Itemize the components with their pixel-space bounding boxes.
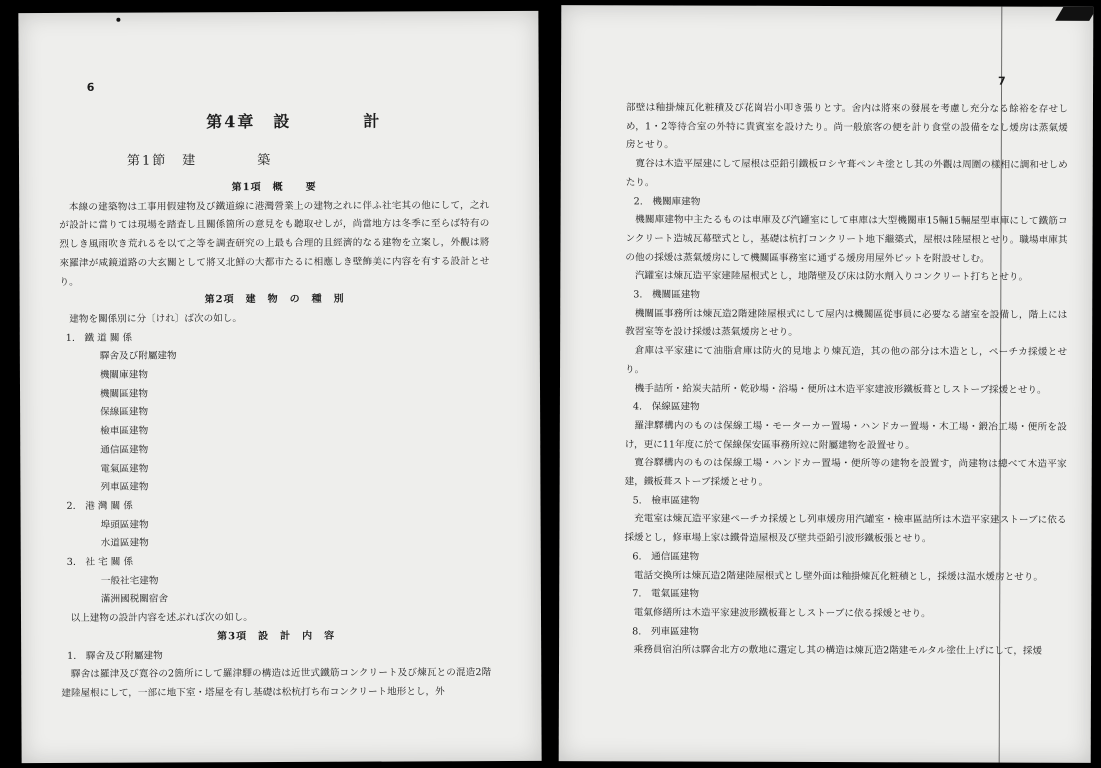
chapter-title: 第4章 設 計 <box>206 111 382 132</box>
body-paragraph: 電氣修繕所は木造平家建波形鐵板葺としストーブに依る採煖とせり。 <box>633 607 931 620</box>
body-paragraph: 倉庫は平家建にて油脂倉庫は防火的見地より煉瓦造，其の他の部分は木造とし，ペーチカ採煖とせり。 <box>625 345 1068 376</box>
body-paragraph: 機手詰所・給炭夫詰所・乾砂場・浴場・便所は木造平家建波形鐵板葺としストーブ採煖とせり。 <box>634 382 1047 396</box>
body-paragraph: 充電室は煉瓦造平家建ペーチカ採煖とし列車煖房用汽罐室・檢車區詰所は木造平家建ストーブに依る採煖とし，修車場上家は鐵骨造屋根及び壁共亞鉛引波形鐵板張とせり。 <box>624 513 1067 545</box>
page-number-right: 7 <box>998 74 1006 88</box>
scan-speck <box>116 18 120 22</box>
item-heading: 4. 保線區建物 <box>632 401 700 413</box>
group-label: 3. 社 宅 關 係 <box>66 556 134 568</box>
right-page <box>559 5 1094 763</box>
item-heading: 7. 電氣區建物 <box>632 588 700 600</box>
item-heading: 5. 檢車區建物 <box>632 495 700 507</box>
list-item: 滿洲國税關宿舍 <box>100 593 169 606</box>
group-label: 2. 港 灣 關 係 <box>66 500 133 512</box>
design-heading-1: 1. 驛舍及び附屬建物 <box>67 650 163 662</box>
item-heading: 2. 機關庫建物 <box>633 195 701 208</box>
item-heading: 8. 列車區建物 <box>632 626 699 638</box>
list-item: 檢車區建物 <box>100 425 149 437</box>
list-item: 一般社宅建物 <box>100 575 159 587</box>
left-page-body <box>59 106 492 704</box>
list-item: 電氣區建物 <box>100 463 149 475</box>
body-paragraph: 寛谷驛構内のものは保線工場・ハンドカー置場・便所等の建物を設置す，尚建物は總べて木造平家建，鐵板葺ストーブ採煖とせり。 <box>624 457 1067 488</box>
list-item: 通信區建物 <box>100 444 149 456</box>
body-paragraph: 機關區事務所は煉瓦造2階建陸屋根式にして屋内は機關區從事員に必要なる諸室を設備し，階上には教習室等を設け採煖は蒸氣煖房とせり。 <box>625 308 1068 339</box>
body-paragraph: 羅津驛構内のものは保線工場・モーターカー置場・ハンドカー置場・木工場・鍛冶工場・便所を設け，更に11年度に於て保線保安區事務所竝に附屬建物を設置せり。 <box>624 420 1067 451</box>
item-heading: 3. 機關區建物 <box>633 289 701 301</box>
section-title: 第1節 建 築 <box>126 153 273 169</box>
list-item: 機關區建物 <box>100 388 149 400</box>
building-types-outro: 以上建物の設計内容を述ぶれば次の如し。 <box>70 612 253 625</box>
subsection-title-3: 第3項 設 計 内 容 <box>217 630 336 643</box>
building-types-intro: 建物を關係別に分〔けれ〕ば次の如し。 <box>69 313 243 325</box>
list-item: 機關庫建物 <box>99 369 148 381</box>
body-paragraph: 機關庫建物中主たるものは車庫及び汽罐室にして車庫は大型機關車15輛15輛屋型車庫にして鐵筋コンクリート造城瓦幕壁式とし，基礎は杭打コンクリート地下繼築式，屋根は陸屋根とせり。職場車庫其の他の採煖は蒸氣煖房にして機關區事務室に通ずる煖房用屋外ピットを附設せしむ。 <box>625 214 1068 265</box>
scan-corner-shadow <box>1055 7 1093 21</box>
body-paragraph: 電話交換所は煉瓦造2階建陸屋根式とし壁外面は釉掛煉瓦化粧積とし，採煖は温水煖房とせり。 <box>633 569 1043 583</box>
group-label: 1. 鐵 道 關 係 <box>65 332 133 344</box>
list-item: 水道區建物 <box>100 537 149 550</box>
list-item: 列車區建物 <box>100 481 149 494</box>
right-page-body <box>614 99 1068 662</box>
building-group-list <box>60 328 491 610</box>
design-paragraph-1: 驛舍は羅津及び寛谷の2箇所にして羅津驛の構造は近世式鐵筋コンクリート及び煉瓦との混造2階建陸屋根にして，一部に地下室・塔屋を有し基礎は松杭打ち布コンクリート地形とし，外 <box>61 667 492 699</box>
list-item: 驛舍及び附屬建物 <box>99 350 177 363</box>
subsection-title-1: 第1項 概 要 <box>231 181 317 194</box>
item-heading: 6. 通信區建物 <box>632 551 700 563</box>
continued-paragraph: 部壁は釉掛煉瓦化粧積及び花崗岩小叩き張りとす。舍内は將來の發展を考慮し充分なる餘裕を存せしめ，1・2等待合室の外特に貴賓室を設けたり。尚一般旅客の便を計り食堂の設備をなし煖房は蒸氣煖房とせり。 <box>625 102 1068 151</box>
left-page <box>18 11 541 763</box>
list-item: 埠頭區建物 <box>100 519 149 531</box>
overview-paragraph: 本線の建築物は工事用假建物及び鐵道線に港灣營業上の建物之れに伴ふ社宅其の他にして，之れが設計に當りては現場を踏査し且關係箇所の意見をも聽取せしが，尚當地方は冬季に至らば特有の烈しき風雨吹き荒れるを以て之等を調査研究の上最も合理的且經濟的なる建物を立案し，外觀は將來羅津が咸鏡道路の大玄關として將又北鮮の大都市たるに相應しき壁飾美に内容を有する設計とせり。 <box>59 199 490 288</box>
body-paragraph: 汽罐室は煉瓦造平家建陸屋根式とし，地階壁及び床は防水劑入りコンクリート打ちとせり。 <box>634 270 1029 284</box>
page-number-left: 6 <box>86 80 95 94</box>
list-item: 保線區建物 <box>100 407 149 419</box>
body-paragraph: 寛谷は木造平屋建にして屋根は亞鉛引鐵板ロシヤ葺ペンキ塗とし其の外觀は周圍の樣相に調和せしめたり。 <box>625 158 1068 189</box>
subsection-title-2: 第2項 建 物 の 種 別 <box>204 293 345 306</box>
body-paragraph: 乘務員宿泊所は驛舍北方の敷地に選定し其の構造は煉瓦造2階建モルタル塗仕上げにして，採煖 <box>633 644 1043 658</box>
